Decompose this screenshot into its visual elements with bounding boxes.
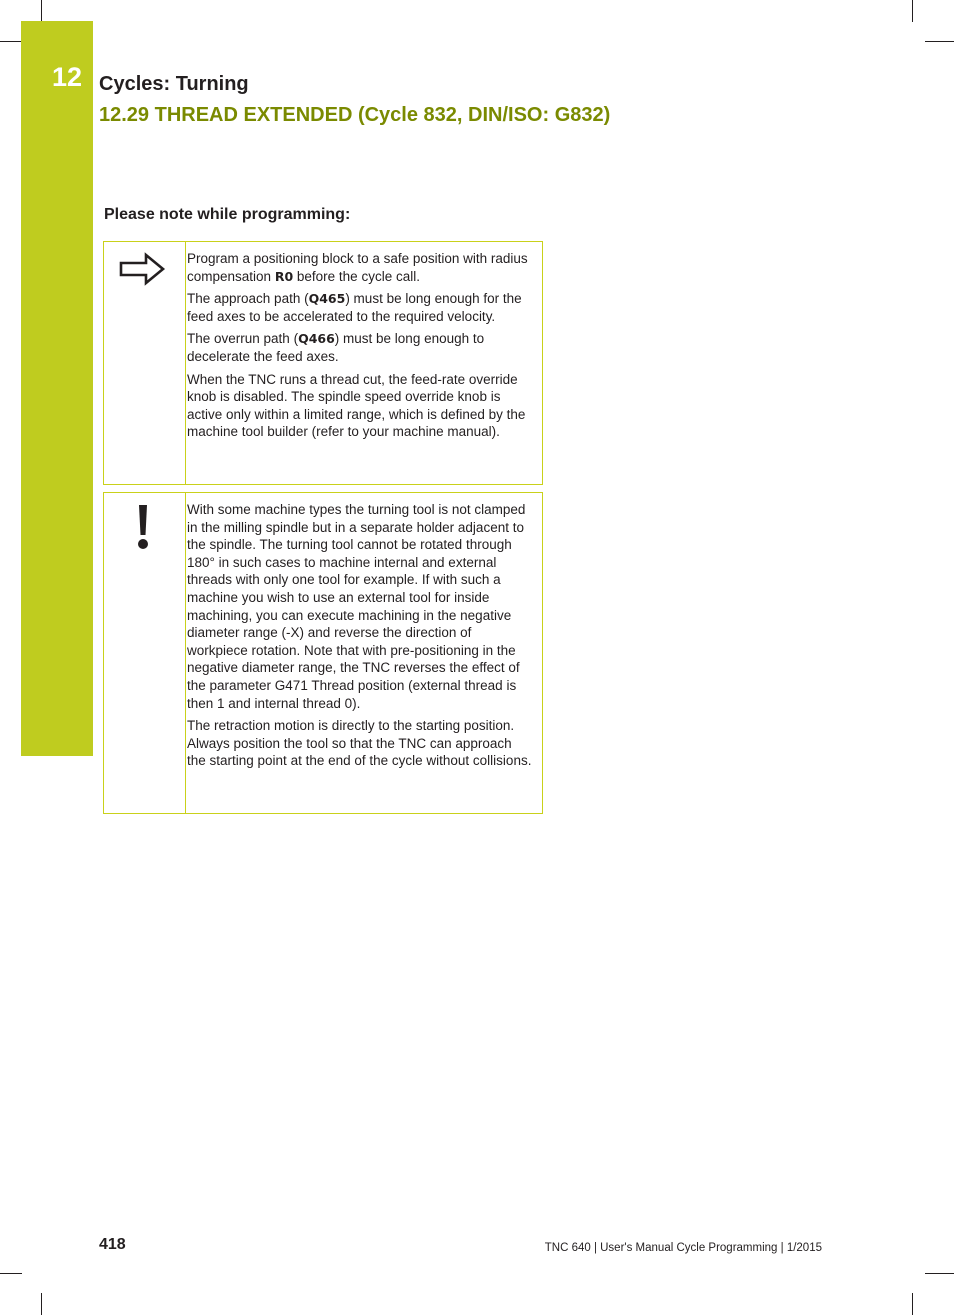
chapter-band bbox=[21, 21, 93, 756]
note-paragraph: Program a positioning block to a safe position with radius compensation R0 before the cycle call. bbox=[187, 251, 528, 284]
subheading: Please note while programming: bbox=[104, 206, 351, 223]
crop-mark bbox=[0, 41, 22, 42]
arrow-right-outline-icon bbox=[118, 252, 166, 291]
section-title: 12.29 THREAD EXTENDED (Cycle 832, DIN/ISO: G832) bbox=[99, 104, 611, 126]
parameter-code: R0 bbox=[274, 268, 294, 284]
crop-mark bbox=[41, 1293, 42, 1315]
crop-mark bbox=[0, 1273, 22, 1274]
crop-mark bbox=[41, 0, 42, 22]
exclamation-icon bbox=[136, 505, 150, 556]
parameter-code: Q465 bbox=[308, 291, 346, 307]
note-paragraph: The overrun path (Q466) must be long enough to decelerate the feed axes. bbox=[187, 331, 485, 364]
note-icon-column bbox=[104, 493, 186, 813]
crop-mark bbox=[912, 0, 913, 22]
crop-mark bbox=[925, 41, 954, 42]
note-text bbox=[187, 242, 542, 451]
programming-note-box bbox=[103, 241, 543, 485]
warning-note-box bbox=[103, 492, 543, 814]
note-icon-column bbox=[104, 242, 186, 484]
note-paragraph: The retraction motion is directly to the starting position. Always position the tool so that the TNC can approach the starting point at the end of the cycle without collisions. bbox=[187, 718, 532, 769]
crop-mark bbox=[912, 1293, 913, 1315]
note-text bbox=[187, 493, 542, 780]
page-number: 418 bbox=[99, 1236, 126, 1253]
crop-mark bbox=[925, 1273, 954, 1274]
chapter-number: 12 bbox=[52, 62, 83, 92]
note-paragraph: When the TNC runs a thread cut, the feed-rate override knob is disabled. The spindle speed override knob is active only within a limited range, which is defined by the machine tool builder (refer to your machine manual). bbox=[187, 371, 526, 440]
note-paragraph: With some machine types the turning tool is not clamped in the milling spindle but in a separate holder adjacent to the spindle. The turning tool cannot be rotated through 180° in such cases to machine internal and external threads with only one tool for example. If with such a machine you wish to use an external tool for inside machining, you can execute machining in the negative diameter range (-X) and reverse the direction of workpiece rotation. Note that with pre-positioning in the negative diameter range, the TNC reverses the effect of the parameter G471 Thread position (external thread is then 1 and internal thread 0). bbox=[187, 502, 526, 711]
chapter-title: Cycles: Turning bbox=[99, 73, 249, 95]
note-paragraph: The approach path (Q465) must be long enough for the feed axes to be accelerated to the required velocity. bbox=[187, 291, 522, 324]
footer-text: TNC 640 | User's Manual Cycle Programming | 1/2015 bbox=[544, 1242, 822, 1254]
parameter-code: Q466 bbox=[298, 331, 335, 347]
